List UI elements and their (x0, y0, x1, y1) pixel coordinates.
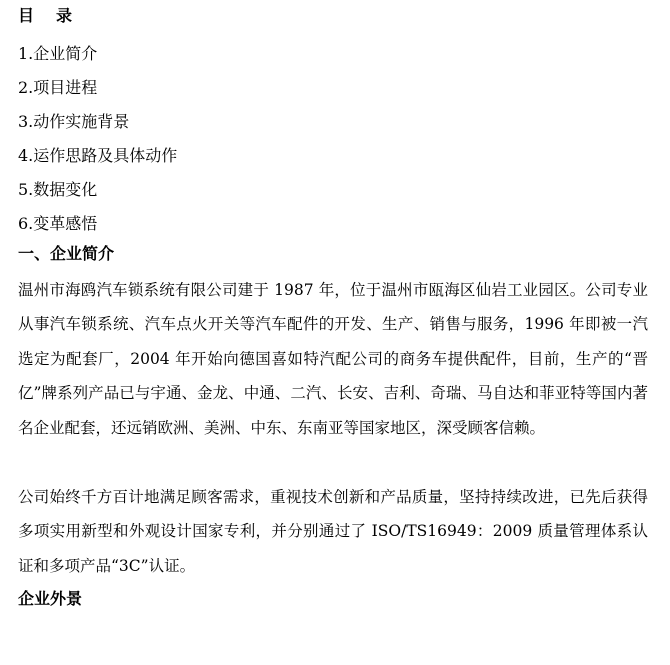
toc-item: 2.项目进程 (18, 78, 98, 97)
quality-paragraph: 公司始终千方百计地满足顾客需求，重视技术创新和产品质量，坚持持续改进，已先后获得多项实用新型和外观设计国家专利，并分别通过了 ISO/TS16949：2009 质量管理体系认证和多项产品“3C”认证。 (18, 488, 648, 575)
company-intro-paragraph: 温州市海鸥汽车锁系统有限公司建于 1987 年，位于温州市瓯海区仙岩工业园区。公司专业从事汽车锁系统、汽车点火开关等汽车配件的开发、生产、销售与服务，1996 年即被一汽选定为配套厂，2004 年开始向德国喜如特汽配公司的商务车提供配件，目前，生产的“晋亿”牌系列产品已与宇通、金龙、中通、二汽、长安、吉利、奇瑞、马自达和菲亚特等国内著名企业配套，还远销欧洲、美洲、中东、东南亚等国家地区，深受顾客信赖。 (18, 281, 648, 437)
toc-list (18, 37, 177, 241)
toc-item: 1.企业简介 (18, 44, 98, 63)
toc-title-char-2: 录 (56, 6, 73, 25)
toc-item: 6.变革感悟 (18, 214, 98, 233)
toc-title-char-1: 目 (18, 6, 35, 25)
toc-item: 3.动作实施背景 (18, 112, 130, 131)
toc-item: 4.运作思路及具体动作 (18, 146, 178, 165)
section-heading: 一、企业简介 (18, 244, 115, 263)
toc-item: 5.数据变化 (18, 180, 98, 199)
subsection-heading: 企业外景 (18, 589, 83, 608)
toc-title (18, 4, 72, 28)
